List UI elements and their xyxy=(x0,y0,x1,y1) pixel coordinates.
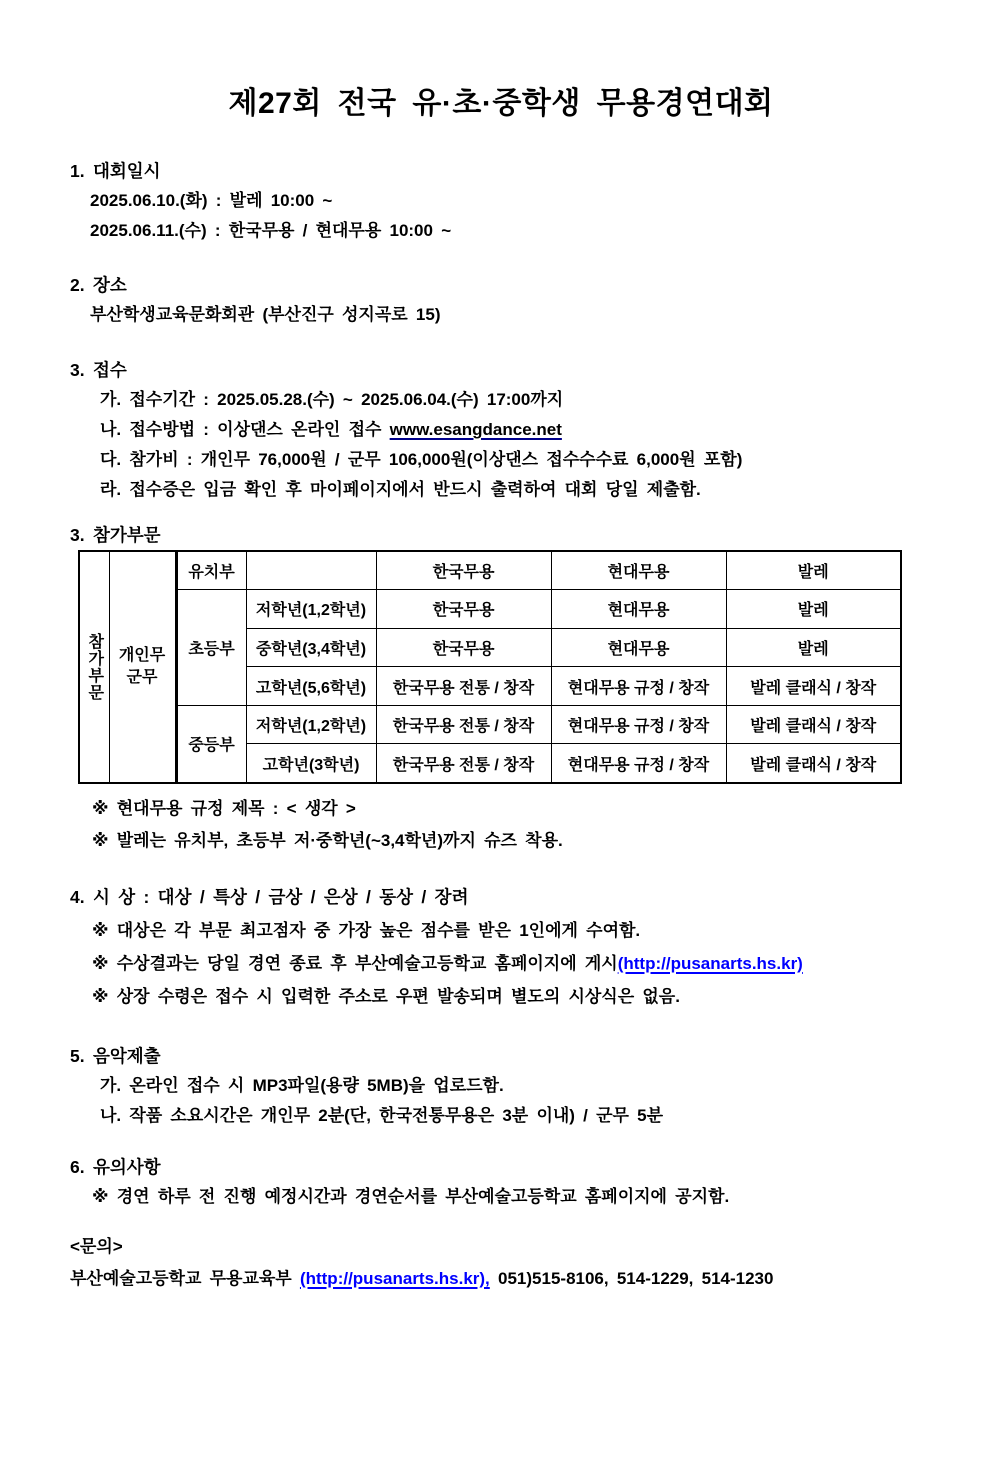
grade-cell-empty xyxy=(246,551,376,590)
section-music-heading: 5. 음악제출 xyxy=(70,1045,161,1066)
awards-results-note xyxy=(70,947,932,980)
genre-cell: 발레 클래식 / 창작 xyxy=(726,667,901,706)
genre-cell: 한국무용 xyxy=(376,590,551,629)
genre-cell: 한국무용 전통 / 창작 xyxy=(376,705,551,744)
esangdance-link[interactable]: www.esangdance.net xyxy=(389,420,562,439)
table-row xyxy=(79,551,901,590)
section-registration-heading: 3. 접수 xyxy=(70,360,127,380)
division-cell-middle: 중등부 xyxy=(176,705,246,782)
ballet-shoes-note: ※ 발레는 유치부, 초등부 저·중학년(~3,4학년)까지 슈즈 착용. xyxy=(92,830,563,850)
contact-block xyxy=(70,1231,932,1295)
document-page xyxy=(0,78,992,1481)
contact-org-text: 부산예술고등학교 무용교육부 xyxy=(70,1268,300,1288)
genre-cell: 현대무용 규정 / 창작 xyxy=(551,667,726,706)
division-cell-elementary: 초등부 xyxy=(176,590,246,706)
section-notice xyxy=(70,1152,932,1212)
section-event-date xyxy=(70,156,932,246)
music-duration-line: 나. 작품 소요시간은 개인무 2분(단, 한국전통무용은 3분 이내) / 군무 5분 xyxy=(100,1105,664,1125)
section-awards xyxy=(70,881,932,1013)
modern-dance-title-note: ※ 현대무용 규정 제목 : < 생각 > xyxy=(92,798,356,818)
section-registration xyxy=(70,355,932,505)
table-notes xyxy=(70,793,932,857)
division-cell-kindergarten: 유치부 xyxy=(176,551,246,590)
genre-cell: 발레 xyxy=(726,590,901,629)
genre-cell: 한국무용 전통 / 창작 xyxy=(376,744,551,783)
genre-cell: 발레 클래식 / 창작 xyxy=(726,744,901,783)
contact-phone-numbers: 051)515-8106, 514-1229, 514-1230 xyxy=(489,1268,774,1288)
grade-cell: 저학년(1,2학년) xyxy=(246,590,376,629)
notice-schedule-line: ※ 경연 하루 전 진행 예정시간과 경연순서를 부산예술고등학교 홈페이지에 공지함. xyxy=(92,1186,730,1206)
dance-type-solo: 개인무 xyxy=(118,646,166,664)
section-event-date-heading: 1. 대회일시 xyxy=(70,161,161,181)
genre-cell: 발레 xyxy=(726,551,901,590)
table-row xyxy=(79,705,901,744)
registration-method-text: 나. 접수방법 : 이상댄스 온라인 접수 xyxy=(100,420,390,439)
registration-period-line: 가. 접수기간 : 2025.05.28.(수) ~ 2025.06.04.(수) 17:00까지 xyxy=(100,390,564,409)
section-categories-heading: 3. 참가부문 xyxy=(70,525,161,545)
venue-line: 부산학생교육문화회관 (부산진구 성지곡로 15) xyxy=(90,305,441,324)
event-date-line-2: 2025.06.11.(수) : 한국무용 / 현대무용 10:00 ~ xyxy=(90,221,452,240)
contact-heading: <문의> xyxy=(70,1236,123,1256)
registration-receipt-line: 라. 접수증은 입금 확인 후 마이페이지에서 반드시 출력하여 대회 당일 제출함. xyxy=(100,480,701,499)
section-venue xyxy=(70,270,932,330)
contact-pusanarts-link[interactable]: (http://pusanarts.hs.kr), xyxy=(299,1268,490,1288)
participation-category-table xyxy=(78,550,902,784)
music-upload-line: 가. 온라인 접수 시 MP3파일(용량 5MB)을 업로드함. xyxy=(100,1075,504,1095)
table-row xyxy=(79,590,901,629)
section-notice-heading: 6. 유의사항 xyxy=(70,1156,161,1177)
document-title: 제27회 전국 유·초·중학생 무용경연대회 xyxy=(228,87,774,120)
section-music-submission xyxy=(70,1041,932,1131)
genre-cell: 현대무용 xyxy=(551,551,726,590)
section-categories xyxy=(70,520,932,550)
dance-type-cell xyxy=(109,551,176,783)
pusanarts-link[interactable]: (http://pusanarts.hs.kr) xyxy=(617,953,803,973)
grade-cell: 고학년(5,6학년) xyxy=(246,667,376,706)
part-label-cell xyxy=(79,551,109,783)
grade-cell: 중학년(3,4학년) xyxy=(246,628,376,667)
genre-cell: 발레 xyxy=(726,628,901,667)
genre-cell: 현대무용 규정 / 창작 xyxy=(551,744,726,783)
section-venue-heading: 2. 장소 xyxy=(70,275,127,295)
dance-type-group: 군무 xyxy=(126,668,158,686)
awards-grand-prize-note: ※ 대상은 각 부문 최고점자 중 가장 높은 점수를 받은 1인에게 수여함. xyxy=(92,920,641,940)
awards-results-text: ※ 수상결과는 당일 경연 종료 후 부산예술고등학교 홈페이지에 게시 xyxy=(92,953,618,973)
contact-line xyxy=(70,1263,932,1295)
genre-cell: 한국무용 xyxy=(376,628,551,667)
grade-cell: 저학년(1,2학년) xyxy=(246,705,376,744)
grade-cell: 고학년(3학년) xyxy=(246,744,376,783)
genre-cell: 한국무용 xyxy=(376,551,551,590)
genre-cell: 한국무용 전통 / 창작 xyxy=(376,667,551,706)
section-awards-heading: 4. 시 상 : 대상 / 특상 / 금상 / 은상 / 동상 / 장려 xyxy=(70,886,469,907)
genre-cell: 현대무용 xyxy=(551,590,726,629)
registration-fee-line: 다. 참가비 : 개인무 76,000원 / 군무 106,000원(이상댄스 접수수수료 6,000원 포함) xyxy=(100,450,743,469)
genre-cell: 현대무용 xyxy=(551,628,726,667)
event-date-line-1: 2025.06.10.(화) : 발레 10:00 ~ xyxy=(90,191,333,210)
registration-method-line xyxy=(70,415,932,445)
genre-cell: 현대무용 규정 / 창작 xyxy=(551,705,726,744)
part-label-text: 참가부문 xyxy=(85,632,103,701)
awards-certificate-note: ※ 상장 수령은 접수 시 입력한 주소로 우편 발송되며 별도의 시상식은 없음. xyxy=(92,986,680,1006)
genre-cell: 발레 클래식 / 창작 xyxy=(726,705,901,744)
